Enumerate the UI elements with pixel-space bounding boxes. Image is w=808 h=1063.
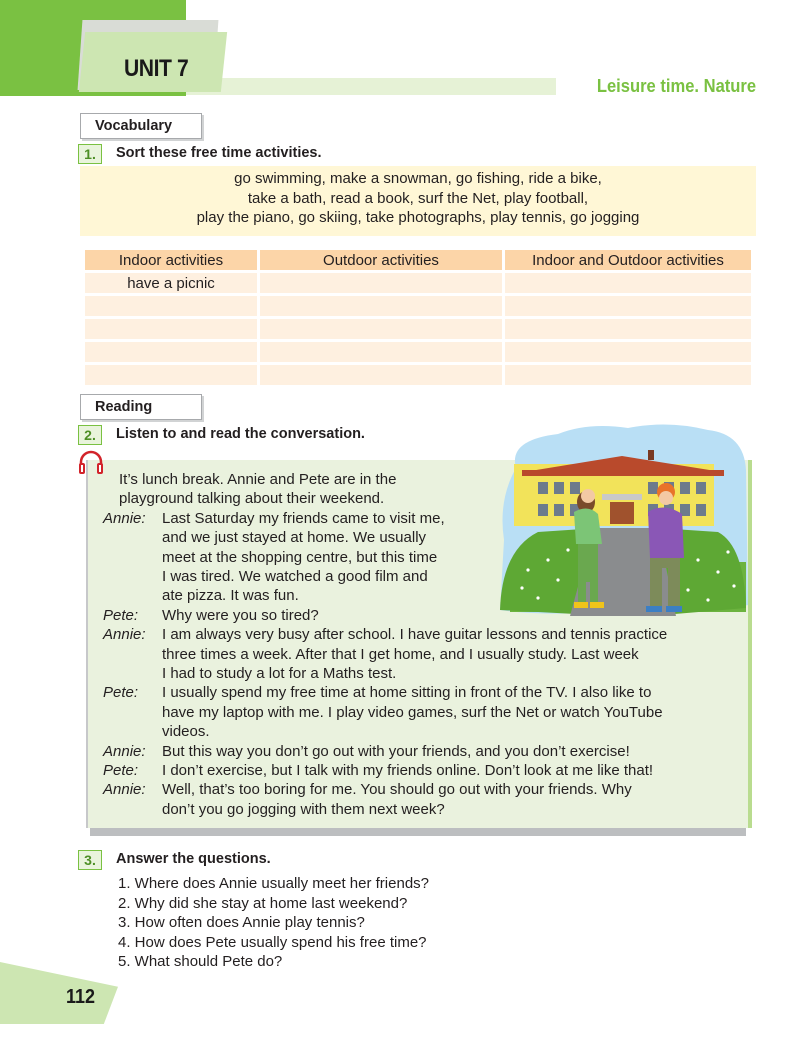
speech-line: meet at the shopping centre, but this time [162, 548, 438, 566]
speaker-annie: Annie: [103, 509, 146, 527]
speech-line: ate pizza. It was fun. [162, 587, 299, 605]
table-cell[interactable] [260, 319, 502, 339]
activities-line: take a bath, read a book, surf the Net, play football, [247, 189, 589, 207]
table-header-row [85, 250, 751, 270]
table-cell[interactable] [505, 296, 751, 316]
question-item: 3. How often does Annie play tennis? [118, 914, 365, 932]
header-strip [186, 78, 556, 95]
intro-line: playground talking about their weekend. [119, 490, 385, 508]
table-cell[interactable] [260, 296, 502, 316]
table-cell[interactable] [505, 273, 751, 293]
table-cell[interactable] [260, 342, 502, 362]
speech-line: I had to study a lot for a Maths test. [162, 665, 397, 682]
speech-line: and we just stayed at home. We usually [162, 529, 427, 547]
speaker-annie: Annie: [103, 742, 146, 760]
speaker-pete: Pete: [103, 606, 139, 624]
activities-line: go swimming, make a snowman, go fishing, ride a bike, [234, 170, 602, 187]
task-number-2: 2. [78, 425, 102, 445]
table-cell[interactable] [260, 273, 502, 293]
speech-line: don’t you go jogging with them next week? [162, 800, 445, 818]
table-cell[interactable] [85, 319, 257, 339]
table-row [85, 273, 751, 293]
speaker-annie: Annie: [103, 626, 146, 644]
activities-table [82, 247, 754, 388]
reading-label: Reading [80, 394, 202, 420]
task-3-instruction: Answer the questions. [116, 851, 271, 867]
speech-line: three times a week. After that I get home, and I usually study. Last week [162, 645, 639, 663]
vocabulary-label: Vocabulary [80, 113, 202, 139]
question-item: 4. How does Pete usually spend his free time? [118, 933, 427, 951]
table-cell[interactable] [260, 365, 502, 385]
speech-line: I don’t exercise, but I talk with my friends online. Don’t look at me like that! [162, 762, 654, 779]
column-header-both: Indoor and Outdoor activities [505, 250, 751, 270]
speaker-pete: Pete: [103, 762, 139, 779]
question-item: 5. What should Pete do? [118, 953, 283, 971]
speech-line: videos. [162, 723, 210, 741]
speech-line: I was tired. We watched a good film and [162, 568, 428, 585]
table-cell[interactable] [505, 365, 751, 385]
column-header-outdoor: Outdoor activities [260, 250, 502, 270]
page-number: 112 [66, 986, 96, 1008]
table-cell[interactable] [505, 342, 751, 362]
speech-line: Well, that’s too boring for me. You should go out with your friends. Why [162, 781, 632, 799]
column-header-indoor: Indoor activities [85, 250, 257, 270]
table-row [85, 296, 751, 316]
table-row [85, 365, 751, 385]
speech-line: I am always very busy after school. I have guitar lessons and tennis practice [162, 626, 668, 644]
speech-line: have my laptop with me. I play video games, surf the Net or watch YouTube [162, 703, 663, 721]
speech-line: But this way you don’t go out with your friends, and you don’t exercise! [162, 742, 630, 760]
table-row [85, 342, 751, 362]
page-number-tab [0, 962, 118, 1024]
intro-line: It’s lunch break. Annie and Pete are in the [119, 471, 397, 488]
question-item: 2. Why did she stay at home last weekend? [118, 894, 408, 912]
table-cell[interactable] [85, 365, 257, 385]
task-number-1: 1. [78, 144, 102, 164]
activities-word-box [80, 166, 756, 236]
table-cell[interactable]: have a picnic [85, 273, 257, 293]
table-cell[interactable] [85, 296, 257, 316]
unit-title: UNIT 7 [124, 55, 189, 82]
table-cell[interactable] [505, 319, 751, 339]
task-2-instruction: Listen to and read the conversation. [116, 426, 365, 442]
speaker-annie: Annie: [103, 781, 146, 799]
speech-line: I usually spend my free time at home sitting in front of the TV. I also like to [162, 684, 652, 702]
conversation-text [0, 470, 808, 830]
speaker-pete: Pete: [103, 684, 139, 702]
question-item: 1. Where does Annie usually meet her friends? [118, 875, 430, 892]
activities-line: play the piano, go skiing, take photographs, play tennis, go jogging [196, 209, 640, 226]
speech-line: Why were you so tired? [162, 606, 319, 624]
questions-list [118, 874, 429, 972]
task-1-instruction: Sort these free time activities. [116, 145, 322, 161]
task-number-3: 3. [78, 850, 102, 870]
speech-line: Last Saturday my friends came to visit me, [162, 509, 445, 527]
page-heading: Leisure time. Nature [596, 76, 756, 96]
table-cell[interactable] [85, 342, 257, 362]
table-row [85, 319, 751, 339]
